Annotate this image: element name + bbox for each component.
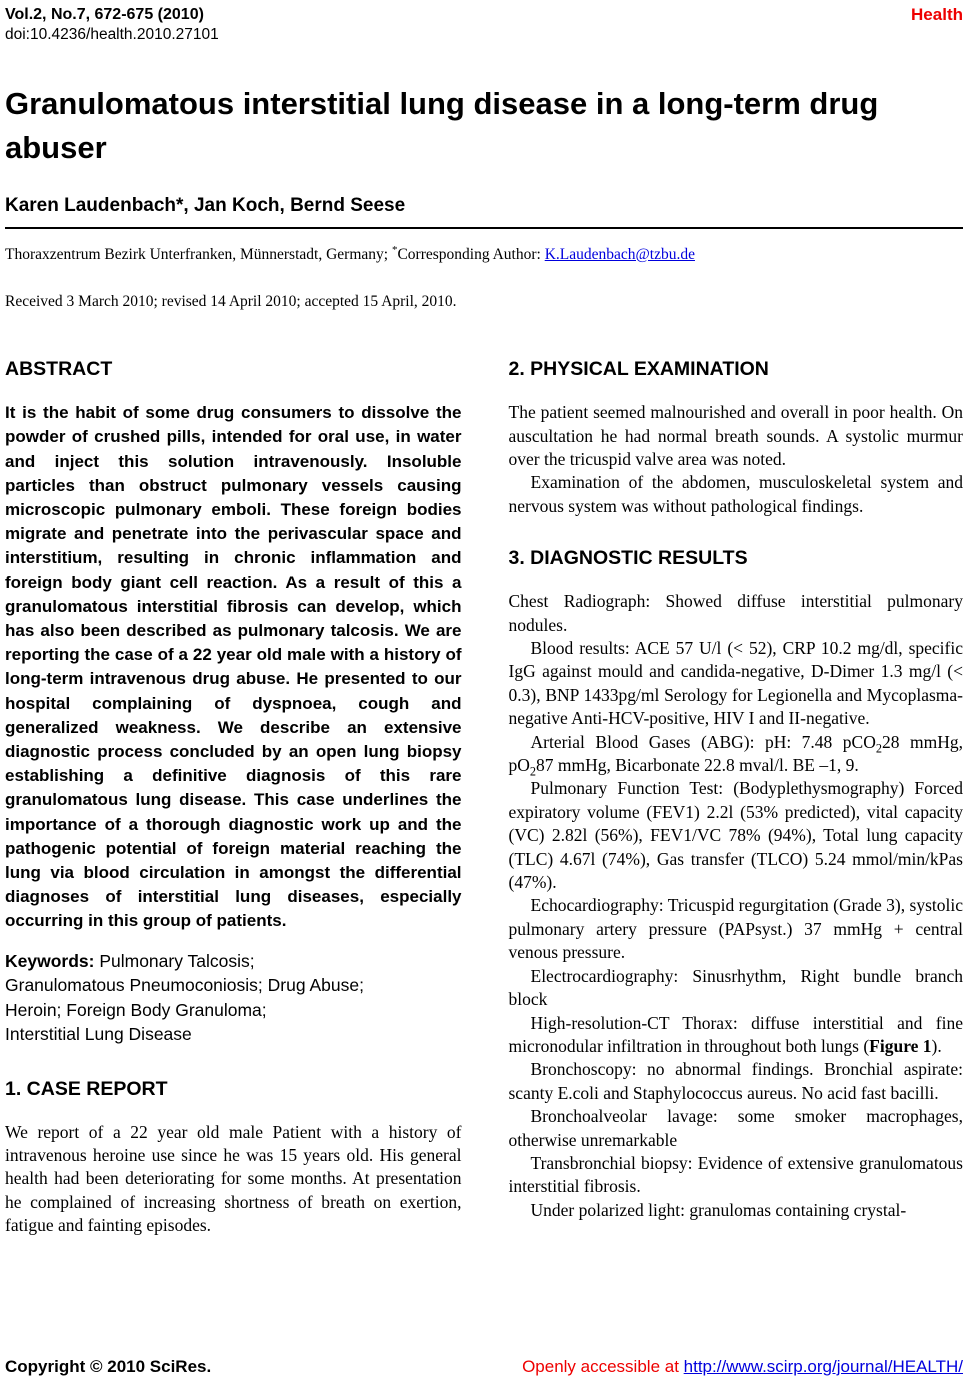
paragraph: Bronchoalveolar lavage: some smoker macrophages, otherwise unremarkable	[508, 1106, 963, 1150]
access-line	[522, 1357, 963, 1377]
diagnostic-results-heading: 3. DIAGNOSTIC RESULTS	[508, 547, 748, 570]
paragraph: The patient seemed malnourished and overall in poor health. On auscultation he had normal breath sounds. A systolic murmur over the tricuspid valve area was noted.	[508, 402, 963, 469]
paragraph: Echocardiography: Tricuspid regurgitation (Grade 3), systolic pulmonary artery pressure (PAPsyst.) 37 mmHg + central venous pressure.	[508, 895, 963, 963]
paragraph: Under polarized light: granulomas containing crystal-	[530, 1199, 907, 1220]
affiliation-line	[5, 244, 963, 264]
keyword-line: Granulomatous Pneumoconiosis; Drug Abuse;	[5, 975, 364, 996]
keyword-line: Interstitial Lung Disease	[5, 1024, 192, 1045]
abstract-heading: ABSTRACT	[5, 358, 113, 381]
diagnostic-results-body	[509, 590, 964, 1222]
paragraph: Examination of the abdomen, musculoskeletal system and nervous system was without pathological findings.	[508, 472, 963, 516]
case-report-heading: 1. CASE REPORT	[5, 1077, 168, 1100]
copyright-text: Copyright © 2010 SciRes.	[5, 1357, 212, 1376]
keyword-lines	[5, 973, 462, 1047]
email-link[interactable]: K.Laudenbach@tzbu.de	[544, 246, 695, 264]
authors-line: Karen Laudenbach*, Jan Koch, Bernd Seese	[5, 195, 406, 216]
keyword-line	[5, 949, 462, 974]
corresponding-superscript: *	[391, 244, 398, 256]
keywords-label: Keywords:	[5, 950, 95, 971]
paragraph: Chest Radiograph: Showed diffuse interstitial pulmonary nodules.	[508, 591, 963, 635]
paragraph: Blood results: ACE 57 U/l (< 52), CRP 10.2 mg/dl, specific IgG against mould and candida-negative, D-Dimer 1.3 mg/l (< 0.3), BNP 1433pg/ml Serology for Legionella and Mycoplasma-negative Anti-HCV-positive, HIV I and II-negative.	[508, 638, 963, 729]
paragraph: We report of a 22 year old male Patient with a history of intravenous heroine use since he was 15 years old. His general health had been deteriorating for some months. At presentation he complained of increasing shortness of breath on exertion, fatigue and fainting episodes.	[5, 1121, 462, 1236]
case-report-body	[5, 1121, 462, 1238]
journal-doi-line: doi:10.4236/health.2010.27101	[5, 26, 219, 43]
two-column-body	[5, 358, 963, 1238]
paragraph: Bronchoscopy: no abnormal findings. Bronchial aspirate: scanty E.coli and Staphylococcus aureus. No acid fast bacilli.	[508, 1059, 963, 1103]
paragraph: Arterial Blood Gases (ABG): pH: 7.48 pCO$_2$28 mmHg, $pO_287$ mmHg, Bicarbonate 22.8 mval/l. BE –1, 9.	[508, 731, 963, 779]
physical-examination-body	[509, 401, 964, 518]
journal-url-link[interactable]: http://www.scirp.org/journal/HEALTH/	[683, 1357, 963, 1376]
paragraph: Transbronchial biopsy: Evidence of extensive granulomatous interstitial fibrosis.	[508, 1152, 963, 1197]
keyword-line: Heroin; Foreign Body Granuloma;	[5, 999, 267, 1020]
paragraph: Pulmonary Function Test: (Bodyplethysmography) Forced expiratory volume (FEV1) 2.2l (53% predicted), vital capacity (VC) 2.82l (56%), FEV1/VC 78% (94%), Total lung capacity (TLC) 4.67l (74%), Gas transfer (TLCO) 5.24 mmol/min/kPas (47%).	[508, 778, 963, 893]
page-footer	[5, 1357, 963, 1377]
affiliation-institution: Thoraxzentrum Bezirk Unterfranken, Münnerstadt, Germany;	[5, 246, 392, 264]
page-header	[5, 5, 963, 45]
access-note: Openly accessible at	[522, 1357, 684, 1376]
article-title: Granulomatous interstitial lung disease in a long-term drug abuser	[5, 86, 879, 165]
received-line: Received 3 March 2010; revised 14 April 2010; accepted 15 April, 2010.	[5, 293, 457, 311]
physical-examination-heading: 2. PHYSICAL EXAMINATION	[508, 358, 769, 381]
paragraph: Electrocardiography: Sinusrhythm, Right bundle branch block	[508, 965, 963, 1010]
right-column	[509, 358, 964, 1238]
keywords-first-item: Pulmonary Talcosis;	[94, 950, 255, 971]
left-column	[5, 358, 462, 1238]
corresponding-label: Corresponding Author:	[397, 246, 545, 264]
author-rule-divider	[5, 227, 963, 229]
journal-info	[5, 5, 219, 45]
journal-name: Health	[911, 5, 963, 24]
abstract-body: It is the habit of some drug consumers to dissolve the powder of crushed pills, intended for oral use, in water and inject this solution intravenously. Insoluble particles than obstruct pulmonary vessels causing microscopic pulmonary emboli. These foreign bodies migrate and penetrate into the perivascular space and interstitium, resulting in chronic inflammation and foreign body giant cell reaction. As a result of this a granulomatous interstitial fibrosis can develop, which has also been described as pulmonary talcosis. We are reporting the case of a 22 year old male with a history of long-term intravenous drug abuse. He presented to our hospital complaining of dyspnoea, cough and generalized weakness. We describe an extensive diagnostic process concluded by an open lung biopsy establishing a definitive diagnosis of this rare granulomatous lung disease. This case underlines the importance of a thorough diagnostic work up and the pathogenic potential of foreign material reaching the lung via blood circulation in amongst the differential diagnoses of interstitial lung diseases, especially occurring in this group of patients.	[5, 403, 462, 931]
keywords-block	[5, 949, 462, 1047]
paragraph: High-resolution-CT Thorax: diffuse interstitial and fine micronodular infiltration in throughout both lungs (Figure 1).	[508, 1012, 963, 1056]
journal-volume-line: Vol.2, No.7, 672-675 (2010)	[5, 6, 204, 23]
